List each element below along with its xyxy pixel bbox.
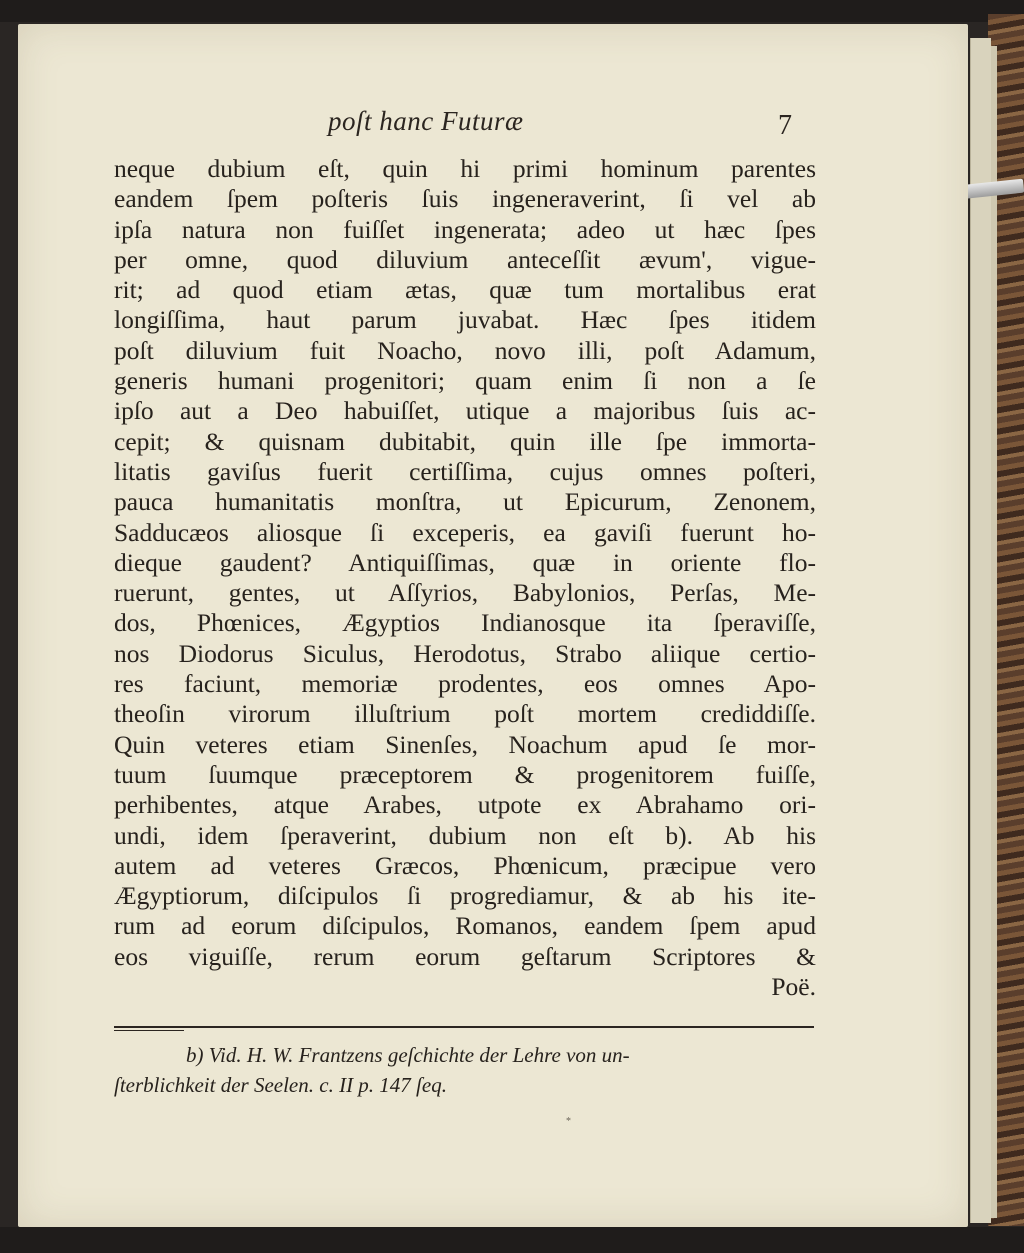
text-line: dieque gaudent? Antiquiſſimas, quæ in oriente flo- xyxy=(114,547,816,577)
scan-top-edge xyxy=(0,0,1024,22)
text-line: res faciunt, memoriæ prodentes, eos omnes Apo- xyxy=(114,669,816,699)
text-line: perhibentes, atque Arabes, utpote ex Abrahamo ori- xyxy=(114,790,816,820)
footnote-line: ſterblichkeit der Seelen. c. II p. 147 ſeq. xyxy=(114,1073,447,1097)
text-line: eos viguiſſe, rerum eorum geſtarum Scriptores & xyxy=(114,941,816,971)
text-line: eandem ſpem poſteris ſuis ingeneraverint, ſi vel ab xyxy=(114,184,816,214)
text-line: per omne, quod diluvium anteceſſit ævum', vigue- xyxy=(114,244,816,274)
body-text xyxy=(114,154,816,1002)
text-line: longiſſima, haut parum juvabat. Hæc ſpes itidem xyxy=(114,305,816,335)
text-line: Sadducæos aliosque ſi exceperis, ea gaviſi fuerunt ho- xyxy=(114,517,816,547)
text-line: generis humani progenitori; quam enim ſi non a ſe xyxy=(114,366,816,396)
text-line: litatis gaviſus fuerit certiſſima, cujus omnes poſteri, xyxy=(114,456,816,486)
text-line: autem ad veteres Græcos, Phœnicum, præcipue vero xyxy=(114,850,816,880)
text-line: Quin veteres etiam Sinenſes, Noachum apud ſe mor- xyxy=(114,729,816,759)
running-head: poſt hanc Futuræ xyxy=(328,106,524,136)
text-line: rit; ad quod etiam ætas, quæ tum mortalibus erat xyxy=(114,275,816,305)
text-line: Ægyptiorum, diſcipulos ſi progrediamur, & ab his ite- xyxy=(114,881,816,911)
catchword: Poë. xyxy=(771,972,816,1002)
footnote xyxy=(114,1040,816,1100)
footnote-line: b) Vid. H. W. Frantzens geſchichte der Lehre von un- xyxy=(186,1043,630,1067)
page-edge-front xyxy=(970,38,991,1223)
text-line: undi, idem ſperaverint, dubium non eſt b). Ab his xyxy=(114,820,816,850)
text-line: dos, Phœnices, Ægyptios Indianosque ita ſperaviſſe, xyxy=(114,608,816,638)
text-line: nos Diodorus Siculus, Herodotus, Strabo aliique certio- xyxy=(114,638,816,668)
text-line: rum ad eorum diſcipulos, Romanos, eandem ſpem apud xyxy=(114,911,816,941)
book-page xyxy=(18,24,968,1227)
text-line: cepit; & quisnam dubitabit, quin ille ſpe immorta- xyxy=(114,426,816,456)
text-line: tuum ſuumque præceptorem & progenitorem fuiſſe, xyxy=(114,759,816,789)
page-number: 7 xyxy=(778,110,792,141)
text-line: theoſin virorum illuſtrium poſt mortem crediddiſſe. xyxy=(114,699,816,729)
text-line: ipſo aut a Deo habuiſſet, utique a majoribus ſuis ac- xyxy=(114,396,816,426)
text-line: pauca humanitatis monſtra, ut Epicurum, Zenonem, xyxy=(114,487,816,517)
footnote-rule-ornament xyxy=(114,1030,184,1031)
text-line: poſt diluvium fuit Noacho, novo illi, poſt Adamum, xyxy=(114,335,816,365)
footnote-rule xyxy=(114,1026,814,1028)
signature-mark: * xyxy=(566,1116,571,1127)
scan-bottom-edge xyxy=(0,1227,1024,1253)
text-line: ipſa natura non fuiſſet ingenerata; adeo ut hæc ſpes xyxy=(114,214,816,244)
text-line: neque dubium eſt, quin hi primi hominum parentes xyxy=(114,154,816,183)
text-line: ruerunt, gentes, ut Aſſyrios, Babylonios, Perſas, Me- xyxy=(114,578,816,608)
